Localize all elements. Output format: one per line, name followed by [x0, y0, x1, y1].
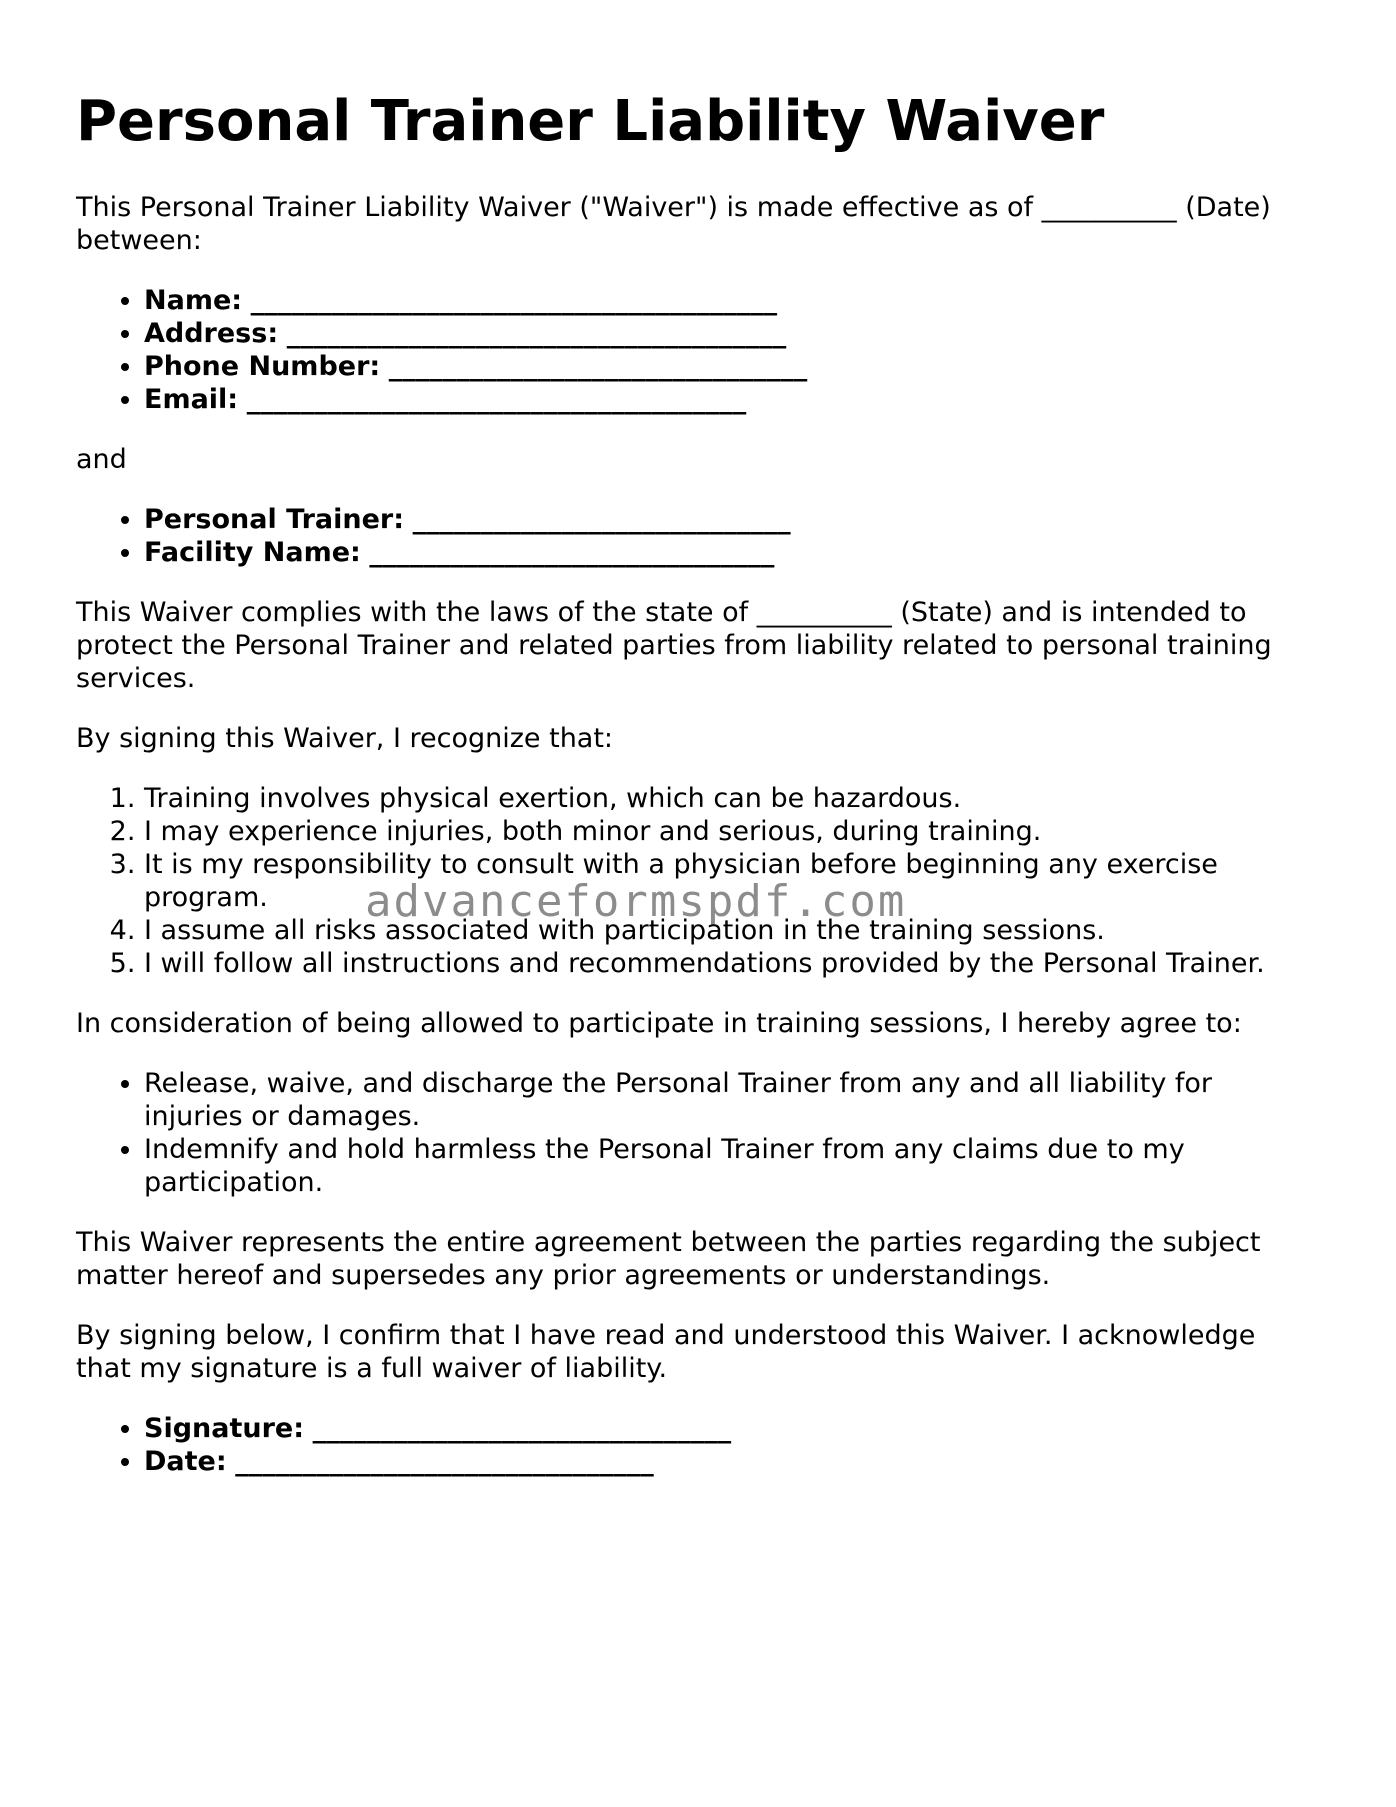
field-email[interactable]: [144, 383, 1316, 416]
field-address[interactable]: [144, 317, 1316, 350]
list-item: • Indemnify and hold harmless the Personal Trainer from any claims due to my participation.: [144, 1133, 1316, 1199]
party-fields-list: [76, 284, 1316, 416]
list-item: 4. I assume all risks associated with participation in the training sessions.: [144, 914, 1316, 947]
list-item: • Release, waive, and discharge the Personal Trainer from any and all liability for injuries or damages.: [144, 1067, 1316, 1133]
field-label: Phone Number:: [144, 351, 381, 383]
field-label: Date:: [144, 1446, 227, 1478]
list-item: 3. It is my responsibility to consult with a physician before beginning any exercise program.: [144, 848, 1316, 914]
trainer-fields-list: [76, 503, 1316, 569]
field-name[interactable]: [144, 284, 1316, 317]
list-item: 1. Training involves physical exertion, which can be hazardous.: [144, 782, 1316, 815]
intro-paragraph: This Personal Trainer Liability Waiver ("Waiver") is made effective as of __________ (Date) between:: [76, 192, 1271, 257]
blank-line: _______________________________: [388, 351, 808, 383]
recognize-list: [76, 782, 1316, 980]
blank-line: _____________________________________: [286, 318, 787, 350]
agree-intro: In consideration of being allowed to participate in training sessions, I hereby agree to:: [76, 1008, 1242, 1040]
field-facility-name[interactable]: [144, 536, 1316, 569]
field-phone-number[interactable]: [144, 350, 1316, 383]
list-item: 2. I may experience injuries, both minor and serious, during training.: [144, 815, 1316, 848]
blank-line: _______________________________: [235, 1446, 654, 1478]
field-signature[interactable]: [144, 1412, 1316, 1445]
blank-line: _____________________________________: [246, 384, 747, 416]
field-date[interactable]: [144, 1445, 1316, 1478]
field-label: Address:: [144, 318, 279, 350]
and-text: and: [76, 444, 127, 476]
field-label: Facility Name:: [144, 537, 361, 569]
blank-line: _______________________________________: [250, 285, 778, 317]
blank-line: _______________________________: [312, 1413, 732, 1445]
agree-list: [76, 1067, 1316, 1199]
recognize-intro: By signing this Waiver, I recognize that:: [76, 723, 614, 755]
entire-agreement-paragraph: This Waiver represents the entire agreement between the parties regarding the subject matter hereof and supersedes any prior agreements or understandings.: [76, 1227, 1261, 1292]
page-title: Personal Trainer Liability Waiver: [76, 89, 1105, 154]
blank-line: ____________________________: [412, 504, 791, 536]
field-label: Personal Trainer:: [144, 504, 405, 536]
field-label: Name:: [144, 285, 243, 317]
field-personal-trainer[interactable]: [144, 503, 1316, 536]
field-label: Email:: [144, 384, 239, 416]
document-page: [76, 88, 1316, 1505]
field-label: Signature:: [144, 1413, 305, 1445]
state-paragraph: This Waiver complies with the laws of the state of __________ (State) and is intended to protect the Personal Trainer and related parties from liability related to personal training services.: [76, 597, 1272, 695]
signature-fields-list: [76, 1412, 1316, 1478]
list-item: 5. I will follow all instructions and recommendations provided by the Personal Trainer.: [144, 947, 1316, 980]
confirm-paragraph: By signing below, I confirm that I have read and understood this Waiver. I acknowledge that my signature is a full waiver of liability.: [76, 1320, 1256, 1385]
watermark: advanceformspdf.com: [365, 876, 907, 927]
blank-line: ______________________________: [369, 537, 775, 569]
